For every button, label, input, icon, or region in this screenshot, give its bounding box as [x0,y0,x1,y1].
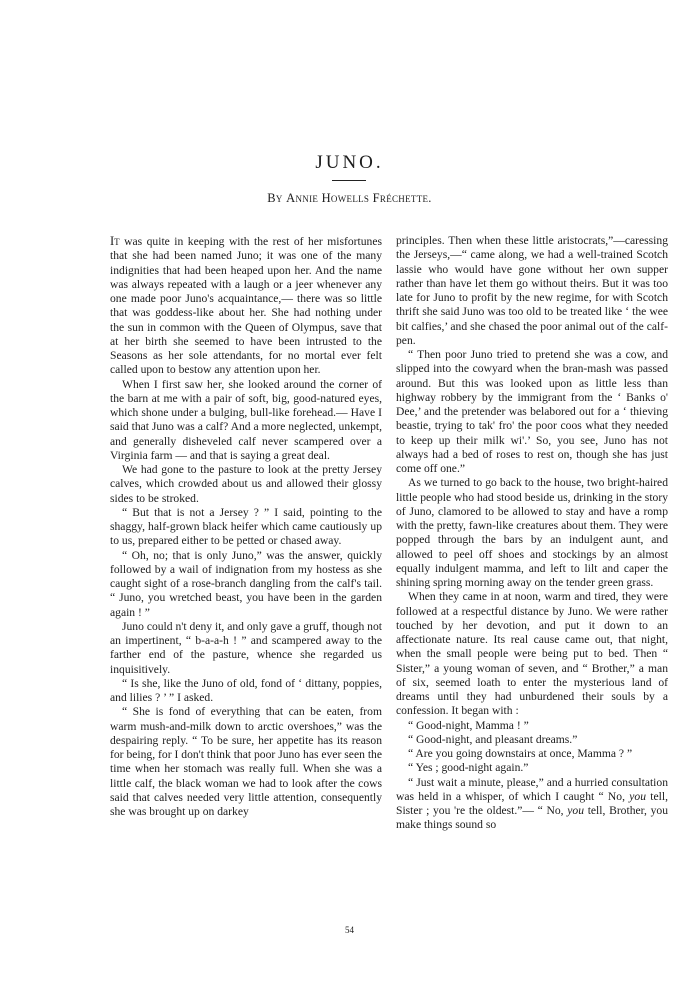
paragraph-text: was quite in keeping with the rest of her misfortunes that she had been named Juno; it was one of the many indignities that had been heaped upon her. And the name was always repeated with a laugh or a jeer whenever any one made poor Juno's acquaintance,— there was so little that was goddess-like about her. She had nothing under the sun in common with the Queen of Olympus, save that at her birth she seemed to have been intrusted to the Seasons as her sole attendants, for no mortal ever felt called upon to bestow any attention upon her. [110,235,382,377]
paragraph: “ She is fond of everything that can be eaten, from warm mush-and-milk down to arctic overshoes,” was the despairing reply. “ To be sure, her appetite has its reason for being, for I don't think that poor Juno has ever seen the time when her stomach was really full. When she was a little calf, the black woman we had to look after the cows said that calves needed very little attention, consequently she was brought up on darkey [110,705,382,818]
paragraph-text: “ Just wait a minute, please,” and a hurried consultation was held in a whisper, of which I caught “ No, [396,775,668,803]
article-title: JUNO. [315,152,384,173]
paragraph: Juno could n't deny it, and only gave a gruff, though not an impertinent, “ b-a-a-h ! ” and scampered away to the farther end of the pasture, whence she regarded us inquisitively. [110,619,382,676]
paragraph: “ But that is not a Jersey ? ” I said, pointing to the shaggy, half-grown black heifer which came cautiously up to us, prepared either to be petted or chased away. [110,505,382,548]
paragraph [110,234,382,378]
byline [0,191,699,206]
byline-prefix: By [267,191,283,205]
paragraph: When I first saw her, she looked around the corner of the barn at me with a pair of soft, big, good-natured eyes, which shone under a bulging, bull-like forehead.— Have I said that Juno was a calf? And a more neglected, unkempt, and generally disheveled calf never scampered over a Virginia farm — and that is saying a great deal. [110,377,382,462]
left-column [110,234,382,819]
initial-word: It [110,234,120,248]
emphasis: you [567,804,585,817]
paragraph: “ Yes ; good-night again.” [408,761,529,775]
paragraph-text: tell, Sister ; you 're the oldest.”— “ No, [396,789,668,817]
right-column [396,234,668,833]
page-number: 54 [345,925,354,935]
emphasis: you [629,789,647,803]
paragraph: “ Oh, no; that is only Juno,” was the answer, quickly followed by a wail of indignation from my hostess as she caught sight of a rose-branch dangling from the calf's tail. “ Juno, you wretched beast, you have been in the garden again ! ” [110,548,382,619]
paragraph: “ Then poor Juno tried to pretend she was a cow, and slipped into the cowyard when the bran-mash was passed around. But this was looked upon as little less than highway robbery by the immigrant from the ‘ Banks o' Dee,’ and the pretender was belabored out for a ‘ thieving beastie, trying to tak' fro' the poor coos what they needed to keep up their milk wi'.’ So, you see, Juno has not always had a bed of roses to rest on, though she has just come off one.” [396,348,668,475]
paragraph: “ Are you going downstairs at once, Mamma ? ” [408,747,633,760]
paragraph: “ Good-night, and pleasant dreams.” [408,732,578,746]
author-name: Annie Howells Fréchette. [286,191,432,205]
paragraph-text: tell, Brother, you make things sound so [396,804,668,832]
paragraph: When they came in at noon, warm and tired, they were followed at a respectful distance by Juno. We were rather touched by her devotion, and put it down to an affectionate nature. Its real cause came out, that night, when the small people were being put to bed. Then “ Sister,” a young woman of seven, and “ Brother,” a man of six, seemed loath to enter the mysterious land of dreams until they had unburdened their souls by a confession. It began with : [396,590,668,718]
paragraph [396,776,668,833]
paragraph: “ Is she, like the Juno of old, fond of ‘ dittany, poppies, and lilies ? ’ ” I asked. [110,676,382,704]
paragraph: “ Good-night, Mamma ! ” [408,718,529,732]
title-divider [332,180,366,181]
paragraph: We had gone to the pasture to look at the pretty Jersey calves, which crowded about us and allowed their glossy sides to be stroked. [110,463,382,505]
paragraph: As we turned to go back to the house, two bright-haired little people who had stood beside us, drinking in the story of Juno, clamored to be allowed to stay and have a romp with the pretty, fawn-like creatures about them. They were popped through the bars by an indulgent aunt, and allowed to peel off shoes and stockings by an almost equally indulgent mamma, and left to lilt and caper the shining spring morning away on the tender green grass. [396,476,668,589]
paragraph: principles. Then when these little aristocrats,”—caressing the Jerseys,—“ came along, we had a well-trained Scotch lassie who would have gone without her own supper rather than have let them go without theirs. But it was too late for Juno to profit by the new regime, for with Scotch thrift she said Juno was too old to be treated like ‘ the wee bit calfies,’ and she chased the poor animal out of the calf-pen. [396,234,668,347]
